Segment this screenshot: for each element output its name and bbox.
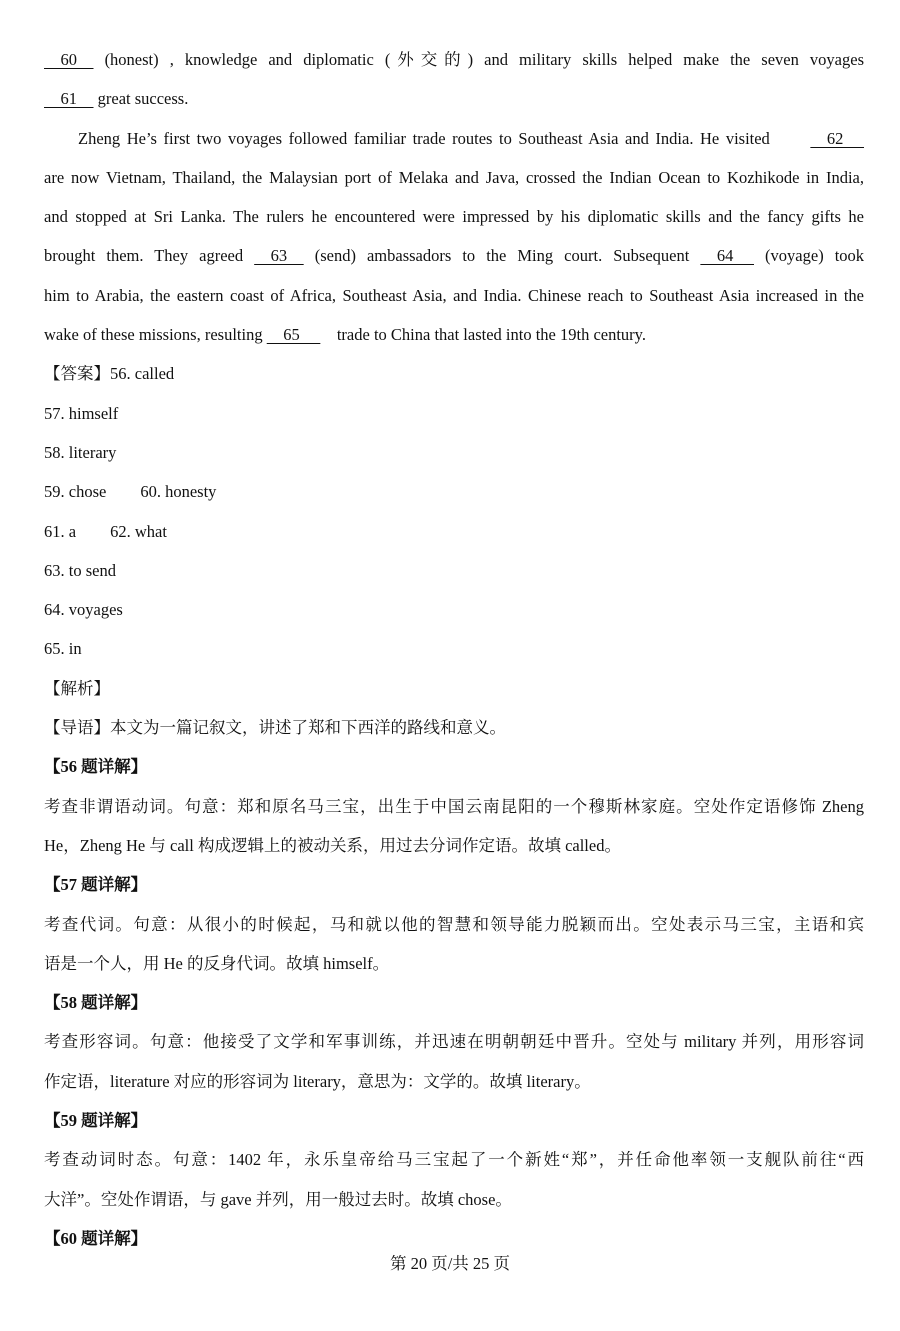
passage-line <box>44 240 864 279</box>
q58-explanation-line: 作定语，literature 对应的形容词为 literary，意思为：文学的。故填 literary。 <box>44 1071 591 1091</box>
q56-explanation-line: 考查非谓语动词。句意：郑和原名马三宝，出生于中国云南昆阳的一个穆斯林家庭。空处作定语修饰 Zheng <box>44 796 864 816</box>
answer-59: 59. chose <box>44 482 107 502</box>
passage-line <box>44 44 864 83</box>
blank-61: 61 <box>44 89 94 109</box>
answer-56: 56. called <box>110 364 175 384</box>
answer-57: 57. himself <box>44 403 119 423</box>
passage-line: are now Vietnam, Thailand, the Malaysian port of Melaka and Java, crossed the Indian Ocean to Kozhikode in India, <box>44 167 864 187</box>
document-page <box>44 44 864 1262</box>
answer-62: 62. what <box>110 521 167 541</box>
q56-heading: 【56 题详解】 <box>44 757 148 777</box>
passage-line <box>44 123 864 162</box>
blank-62: 62 <box>810 128 864 148</box>
q57-explanation-line: 语是一个人，用 He 的反身代词。故填 himself。 <box>44 953 390 973</box>
q59-explanation-line: 大洋”。空处作谓语，与 gave 并列，用一般过去时。故填 chose。 <box>44 1189 512 1209</box>
q58-heading: 【58 题详解】 <box>44 993 148 1013</box>
answer-label: 【答案】 <box>44 364 110 384</box>
answer-line <box>44 516 864 555</box>
q57-explanation-line: 考查代词。句意：从很小的时候起，马和就以他的智慧和领导能力脱颖而出。空处表示马三宝，主语和宾 <box>44 914 864 934</box>
answer-61: 61. a <box>44 521 77 541</box>
q58-explanation-line: 考查形容词。句意：他接受了文学和军事训练，并迅速在明朝朝廷中晋升。空处与 military 并列，用形容词 <box>44 1032 864 1052</box>
page-number: 第 20 页/共 25 页 <box>389 1254 511 1273</box>
answer-line <box>44 476 864 515</box>
analysis-label: 【解析】 <box>44 678 110 698</box>
q60-heading: 【60 题详解】 <box>44 1228 148 1248</box>
blank-65: 65 <box>266 325 321 345</box>
blank-64: 64 <box>700 246 754 266</box>
passage-line <box>44 319 864 358</box>
analysis-intro: 【导语】本文为一篇记叙文，讲述了郑和下西洋的路线和意义。 <box>44 718 506 738</box>
passage-text: (voyage) took <box>765 246 864 266</box>
passage-text: brought them. They agreed <box>44 246 244 266</box>
answer-58: 58. literary <box>44 442 117 462</box>
passage-text: trade to China that lasted into the 19th century. <box>336 325 646 345</box>
passage-text: (send) ambassadors to the Ming court. Subsequent <box>314 246 690 266</box>
answer-64: 64. voyages <box>44 600 123 620</box>
q59-explanation-line: 考查动词时态。句意：1402 年，永乐皇帝给马三宝起了一个新姓“郑”，并任命他率领一支舰队前往“西 <box>44 1150 864 1170</box>
passage-line <box>44 83 864 122</box>
passage-text: wake of these missions, resulting <box>44 325 263 345</box>
answer-65: 65. in <box>44 639 82 659</box>
passage-text: great success. <box>97 89 189 109</box>
q56-explanation-line: He，Zheng He 与 call 构成逻辑上的被动关系，用过去分词作定语。故填 called。 <box>44 835 621 855</box>
blank-63: 63 <box>254 246 304 266</box>
passage-text: (honest) , knowledge and diplomatic (外交的) and military skills helped make the seven voyages <box>104 50 864 69</box>
passage-line: him to Arabia, the eastern coast of Africa, Southeast Asia, and India. Chinese reach to Southeast Asia increased in the <box>44 285 864 305</box>
passage-text: Zheng He’s first two voyages followed familiar trade routes to Southeast Asia and India. He visited <box>78 128 770 148</box>
answer-60: 60. honesty <box>140 482 217 502</box>
q57-heading: 【57 题详解】 <box>44 875 148 895</box>
answer-line <box>44 358 864 397</box>
q59-heading: 【59 题详解】 <box>44 1111 148 1131</box>
passage-line: and stopped at Sri Lanka. The rulers he encountered were impressed by his diplomatic skills and the fancy gifts he <box>44 207 864 227</box>
blank-60: 60 <box>44 50 94 69</box>
answer-63: 63. to send <box>44 560 116 580</box>
